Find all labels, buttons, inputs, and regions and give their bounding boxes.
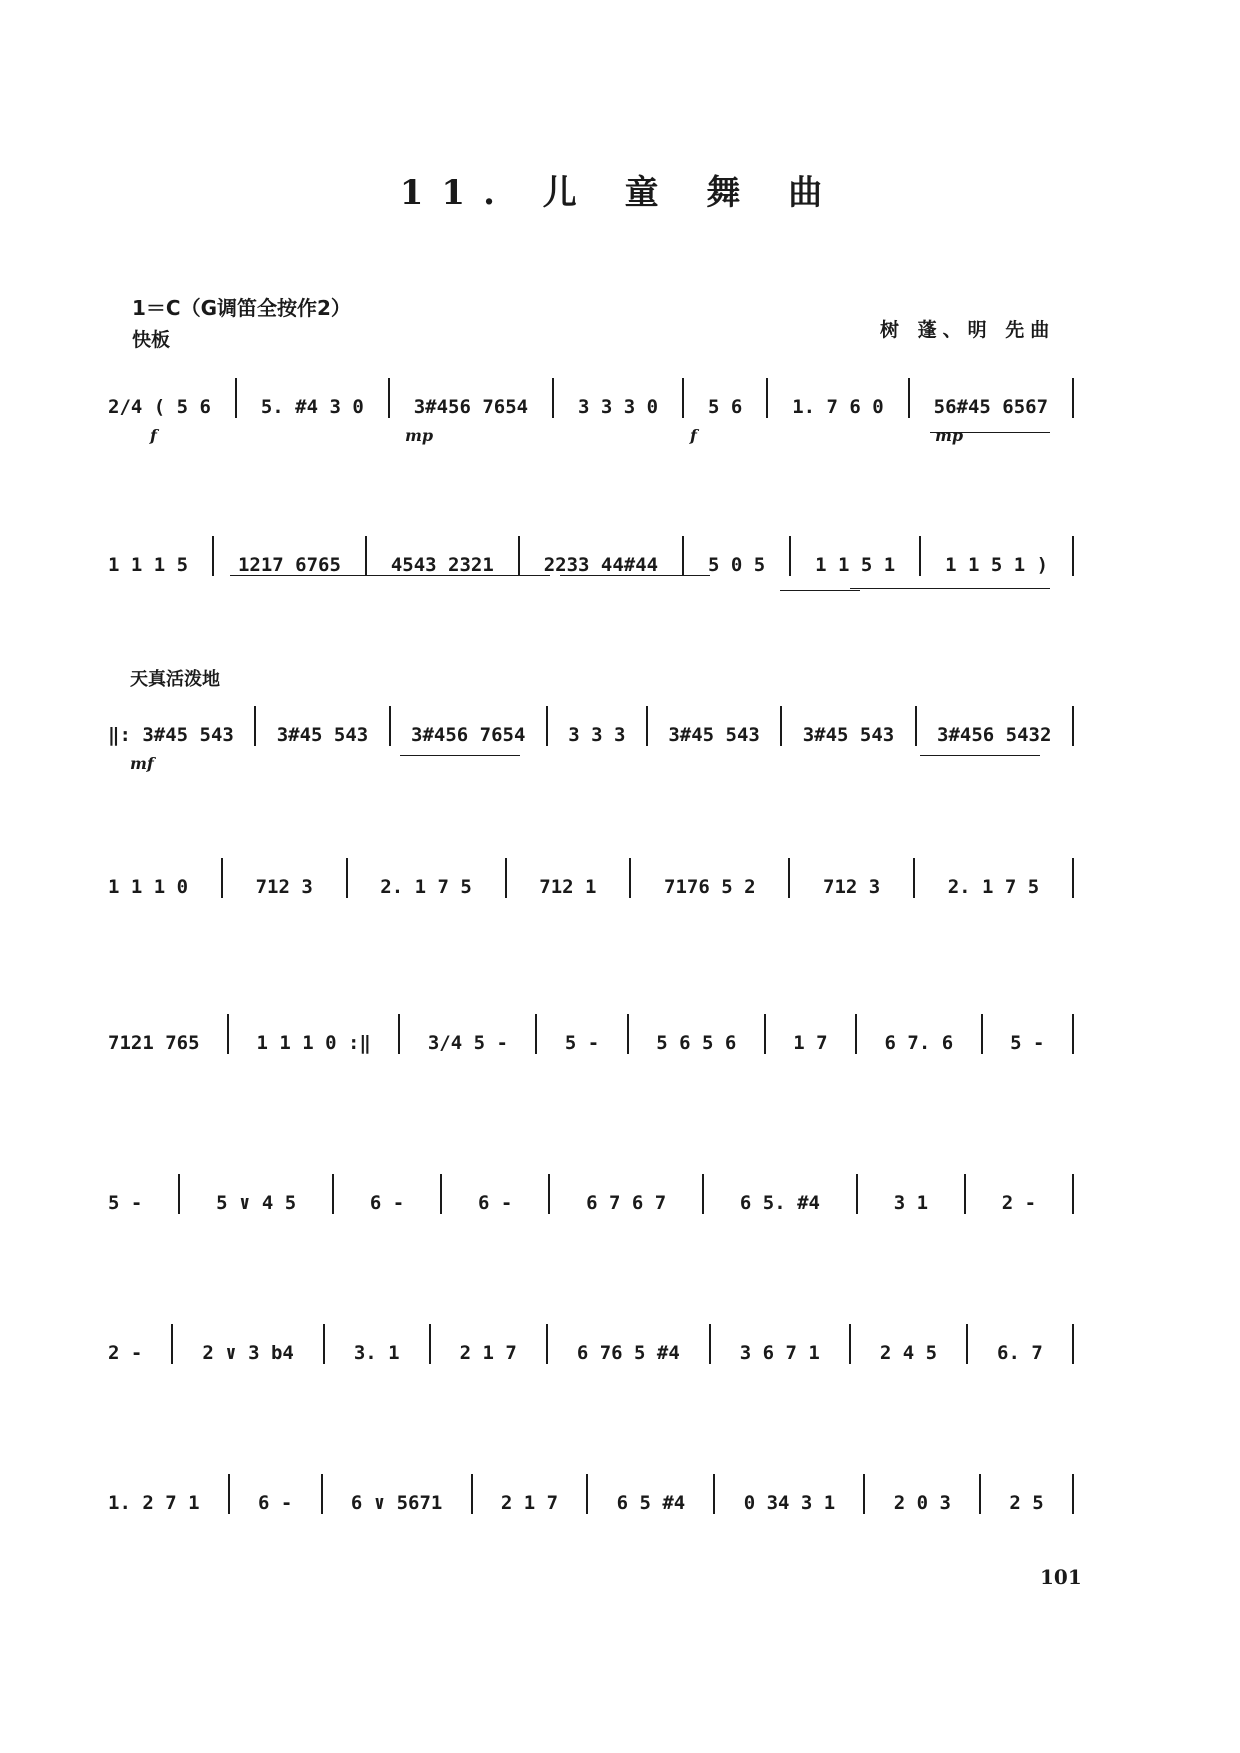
barline bbox=[766, 378, 768, 418]
barline bbox=[440, 1174, 442, 1214]
measure: 712 3 bbox=[823, 876, 881, 898]
hairpin-line bbox=[230, 575, 550, 576]
measure: 1. 2 7 1 bbox=[108, 1492, 200, 1514]
measure: 5. #4 3 0 bbox=[260, 396, 364, 418]
measure: 1 7 bbox=[793, 1032, 828, 1054]
measure: 2233 44#44 bbox=[543, 554, 659, 576]
barline bbox=[1072, 1014, 1074, 1054]
measure: 2. 1 7 5 bbox=[947, 876, 1040, 898]
barline bbox=[212, 536, 214, 576]
measure: 2 - bbox=[1001, 1192, 1037, 1214]
hairpin-line bbox=[920, 755, 1040, 756]
measure: 3#45 543 bbox=[802, 724, 895, 746]
barline bbox=[1072, 706, 1074, 746]
measure: 6 7. 6 bbox=[884, 1032, 954, 1054]
barline bbox=[1072, 858, 1074, 898]
barline bbox=[964, 1174, 966, 1214]
barline bbox=[979, 1474, 981, 1514]
barline bbox=[908, 378, 910, 418]
barline bbox=[429, 1324, 431, 1364]
composer-credit: 树 蓬、明 先曲 bbox=[880, 319, 1056, 341]
score-line bbox=[108, 852, 1088, 898]
barline bbox=[518, 536, 520, 576]
barline bbox=[254, 706, 256, 746]
score-line bbox=[108, 372, 1088, 418]
barline bbox=[546, 706, 548, 746]
barline bbox=[646, 706, 648, 746]
measure: 0 34 3 1 bbox=[743, 1492, 836, 1514]
barline bbox=[552, 378, 554, 418]
measure: 1 1 1 0 :‖ bbox=[256, 1032, 371, 1054]
measure: 5 0 5 bbox=[708, 554, 766, 576]
tempo-marking: 快板 bbox=[132, 329, 171, 351]
barline bbox=[919, 536, 921, 576]
dynamic-marking: mf bbox=[130, 754, 154, 773]
barline bbox=[221, 858, 223, 898]
barline bbox=[389, 706, 391, 746]
barline bbox=[586, 1474, 588, 1514]
barline bbox=[627, 1014, 629, 1054]
barline bbox=[332, 1174, 334, 1214]
measure: 2 5 bbox=[1009, 1492, 1044, 1514]
dynamic-marking: f bbox=[150, 426, 157, 445]
measure: 3#45 543 bbox=[668, 724, 760, 746]
measure: 3 3 3 bbox=[568, 724, 626, 746]
key-signature: 1＝C（G调笛全按作2） bbox=[132, 296, 351, 320]
measure: 1 1 5 1 bbox=[815, 554, 896, 576]
barline bbox=[855, 1014, 857, 1054]
score-line bbox=[108, 700, 1088, 746]
barline bbox=[346, 858, 348, 898]
barline bbox=[966, 1324, 968, 1364]
measure: 56#45 6567 bbox=[933, 396, 1049, 418]
barline bbox=[1072, 536, 1074, 576]
barline bbox=[915, 706, 917, 746]
barline bbox=[548, 1174, 550, 1214]
barline bbox=[629, 858, 631, 898]
measure: ‖: 3#45 543 bbox=[108, 724, 234, 746]
score-line bbox=[108, 530, 1088, 576]
measure: 6. 7 bbox=[997, 1342, 1043, 1364]
score-line bbox=[108, 1468, 1088, 1514]
measure: 6 5 #4 bbox=[616, 1492, 686, 1514]
barline bbox=[228, 1474, 230, 1514]
barline bbox=[788, 858, 790, 898]
score-line bbox=[108, 1168, 1088, 1214]
measure: 3#456 5432 bbox=[937, 724, 1052, 746]
page-title: 11. 儿 童 舞 曲 bbox=[399, 173, 841, 213]
page-number: 101 bbox=[1040, 1565, 1082, 1589]
measure: 6 5. #4 bbox=[739, 1192, 820, 1214]
measure: 1 1 1 0 bbox=[108, 876, 189, 898]
barline bbox=[235, 378, 237, 418]
measure: 2 ∨ 3 b4 bbox=[202, 1342, 294, 1364]
measure: 712 1 bbox=[539, 876, 597, 898]
measure: 5 - bbox=[1010, 1032, 1045, 1054]
measure: 1. 7 6 0 bbox=[792, 396, 884, 418]
barline bbox=[913, 858, 915, 898]
dynamic-marking: f bbox=[690, 426, 697, 445]
measure: 1217 6765 bbox=[237, 554, 341, 576]
barline bbox=[1072, 1324, 1074, 1364]
measure: 2 0 3 bbox=[893, 1492, 951, 1514]
measure: 6 - bbox=[369, 1192, 405, 1214]
barline bbox=[388, 378, 390, 418]
measure: 6 7 6 7 bbox=[586, 1192, 667, 1214]
barline bbox=[471, 1474, 473, 1514]
barline bbox=[682, 536, 684, 576]
barline bbox=[398, 1014, 400, 1054]
measure: 3#45 543 bbox=[276, 724, 369, 746]
barline bbox=[1072, 1174, 1074, 1214]
measure: 2 1 7 bbox=[459, 1342, 517, 1364]
measure: 6 76 5 #4 bbox=[576, 1342, 680, 1364]
measure: 5 - bbox=[564, 1032, 600, 1054]
measure: 5 - bbox=[108, 1192, 143, 1214]
barline bbox=[535, 1014, 537, 1054]
barline bbox=[171, 1324, 173, 1364]
measure: 4543 2321 bbox=[390, 554, 494, 576]
hairpin-line bbox=[400, 755, 520, 756]
measure: 3. 1 bbox=[353, 1342, 400, 1364]
dynamic-marking: mp bbox=[935, 426, 964, 445]
expression-marking: 天真活泼地 bbox=[130, 669, 220, 690]
measure: 3 6 7 1 bbox=[739, 1342, 820, 1364]
barline bbox=[323, 1324, 325, 1364]
barline bbox=[682, 378, 684, 418]
barline bbox=[863, 1474, 865, 1514]
measure: 1 1 1 5 bbox=[108, 554, 189, 576]
dynamic-marking: mp bbox=[405, 426, 434, 445]
barline bbox=[709, 1324, 711, 1364]
barline bbox=[713, 1474, 715, 1514]
measure: 5 6 5 6 bbox=[656, 1032, 737, 1054]
measure: 3 3 3 0 bbox=[578, 396, 659, 418]
hairpin-line bbox=[780, 590, 860, 591]
barline bbox=[505, 858, 507, 898]
measure: 3/4 5 - bbox=[427, 1032, 508, 1054]
measure: 712 3 bbox=[255, 876, 313, 898]
barline bbox=[546, 1324, 548, 1364]
measure: 5 ∨ 4 5 bbox=[216, 1192, 297, 1214]
barline bbox=[365, 536, 367, 576]
measure: 6 - bbox=[477, 1192, 513, 1214]
measure: 3 1 bbox=[893, 1192, 929, 1214]
measure: 2/4 ( 5 6 bbox=[108, 396, 211, 418]
barline bbox=[1072, 1474, 1074, 1514]
barline bbox=[178, 1174, 180, 1214]
measure: 2 - bbox=[108, 1342, 143, 1364]
measure: 1 1 5 1 ) bbox=[945, 554, 1049, 576]
score-line bbox=[108, 1008, 1088, 1054]
barline bbox=[764, 1014, 766, 1054]
barline bbox=[849, 1324, 851, 1364]
hairpin-line bbox=[850, 588, 1050, 589]
hairpin-line bbox=[930, 432, 1050, 433]
barline bbox=[1072, 378, 1074, 418]
measure: 3#456 7654 bbox=[413, 396, 529, 418]
measure: 6 ∨ 5671 bbox=[350, 1492, 443, 1514]
measure: 7121 765 bbox=[108, 1032, 200, 1054]
barline bbox=[856, 1174, 858, 1214]
measure: 2 4 5 bbox=[879, 1342, 938, 1364]
barline bbox=[227, 1014, 229, 1054]
hairpin-line bbox=[560, 575, 710, 576]
barline bbox=[321, 1474, 323, 1514]
barline bbox=[780, 706, 782, 746]
barline bbox=[981, 1014, 983, 1054]
measure: 7176 5 2 bbox=[664, 876, 756, 898]
score-line bbox=[108, 1318, 1088, 1364]
barline bbox=[789, 536, 791, 576]
measure: 2 1 7 bbox=[500, 1492, 559, 1514]
measure: 3#456 7654 bbox=[411, 724, 526, 746]
barline bbox=[702, 1174, 704, 1214]
measure: 6 - bbox=[258, 1492, 293, 1514]
measure: 2. 1 7 5 bbox=[380, 876, 472, 898]
measure: 5 6 bbox=[708, 396, 743, 418]
